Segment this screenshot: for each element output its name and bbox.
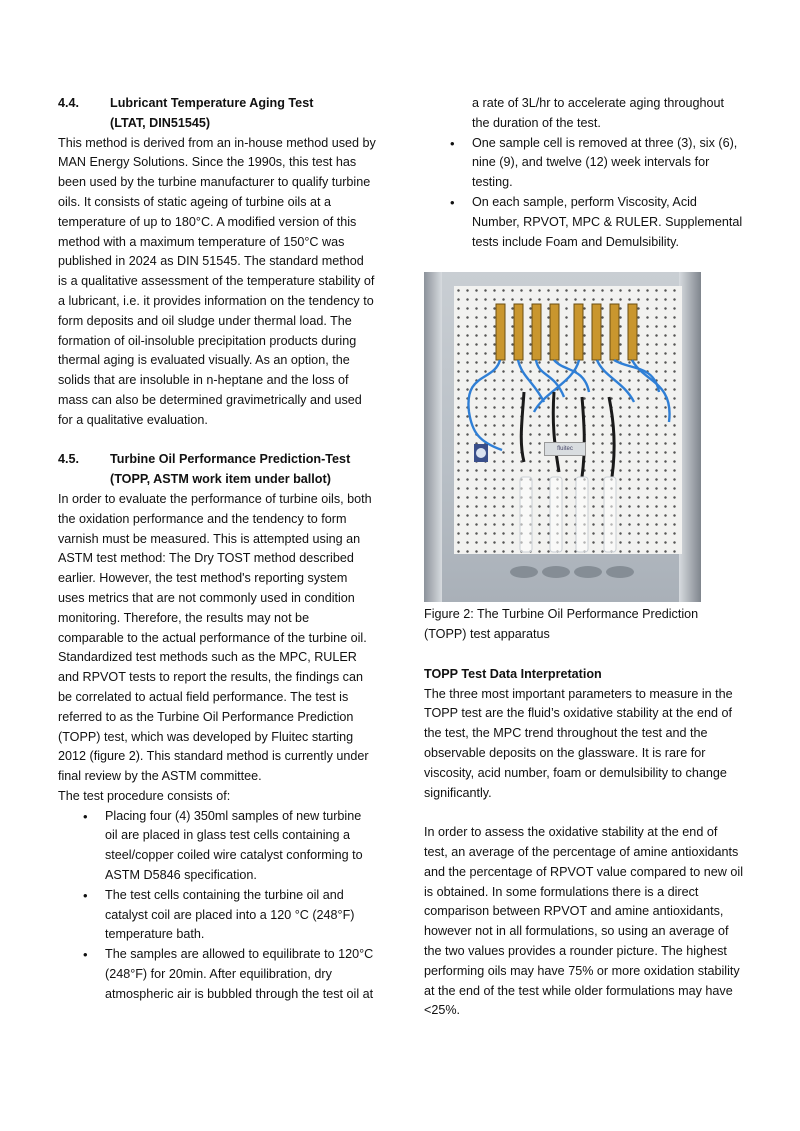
list-item: • One sample cell is removed at three (3), six (6), nine (9), and twelve (12) week intervals for testing.	[472, 134, 744, 193]
topp-apparatus-photo	[424, 272, 701, 602]
section-title: Lubricant Temperature Aging Test	[110, 96, 314, 110]
section-4-4-heading	[58, 94, 376, 134]
brand-plate: fluitec	[544, 442, 586, 456]
section-4-5-body: In order to evaluate the performance of turbine oils, both the oxidation performance and the tendency to form varnish must be measured. This is attempted using an ASTM test method: The Dry TOST method described earlier. However, the test method's reporting system uses metrics that are not commonly used in condition monitoring. Therefore, the results may not be comparable to the actual performance of the turbine oil. Standardized test methods such as the MPC, RULER and RPVOT tests to report the results, the findings can be correlated to actual field performance. The test is referred to as the Turbine Oil Performance Prediction (TOPP) test, which was developed by Fluitec starting 2012 (figure 2). This standard method is currently under final review by the ASTM committee.	[58, 491, 372, 784]
interpretation-paragraph-1: The three most important parameters to measure in the TOPP test are the fluid’s oxidative stability at the end of the test, the MPC trend throughout the test and the observable deposits on the glassware. It is rare for viscosity, acid number, foam or demulsibility to change significantly.	[424, 686, 733, 800]
procedure-list	[58, 807, 376, 1005]
list-item: • Placing four (4) 350ml samples of new turbine oil are placed in glass test cells containing a steel/copper coiled wire catalyst conforming to ASTM D5846 specification.	[105, 807, 376, 886]
right-column	[424, 94, 744, 1021]
section-subtitle: (LTAT, DIN51545)	[110, 115, 211, 130]
section-number: 4.4.	[58, 96, 80, 110]
procedure-intro: The test procedure consists of:	[58, 788, 231, 803]
interpretation-paragraph-2: In order to assess the oxidative stability at the end of test, an average of the percentage of amine antioxidants and the percentage of RPVOT value compared to new oil is obtained. In some formulations there is a direct comparison between RPVOT and amine antioxidants, however not in all formulations, so using an average of the two values provides a rounder picture. The highest performing oils may have 75% or more oxidation stability at the end of the test while older formulations may have <25%.	[424, 825, 744, 1018]
section-number: 4.5.	[58, 452, 80, 467]
left-column	[58, 94, 376, 1005]
list-item: • The test cells containing the turbine oil and catalyst coil are placed into a 120 °C (248°F) temperature bath.	[105, 886, 376, 945]
figure-caption: Figure 2: The Turbine Oil Performance Prediction (TOPP) test apparatus	[424, 607, 699, 642]
list-item: • On each sample, perform Viscosity, Acid Number, RPVOT, MPC & RULER. Supplemental tests include Foam and Demulsibility.	[472, 193, 744, 252]
section-4-5-heading	[58, 450, 376, 490]
list-item: • The samples are allowed to equilibrate to 120°C (248°F) for 20min. After equilibration, dry atmospheric air is bubbled through the test oil at	[105, 945, 376, 1004]
interpretation-heading: TOPP Test Data Interpretation	[424, 666, 602, 681]
list-item-continuation: a rate of 3L/hr to accelerate aging throughout the duration of the test.	[472, 96, 725, 130]
section-subtitle: (TOPP, ASTM work item under ballot)	[110, 472, 331, 487]
section-4-4-body: This method is derived from an in-house method used by MAN Energy Solutions. Since the 1990s, this test has been used by the turbine manufacturer to qualify turbine oils. It consists of static ageing of turbine oils at a temperature of up to 180°C. A modified version of this method with a maximum temperature of 150°C was published in 2024 as DIN 51545. The standard method is a qualitative assessment of the temperature stability of a lubricant, i.e. it provides information on the tendency to form deposits and oil sludge under thermal load. The formation of oil-insoluble precipitation products during thermal aging is evaluated visually. As an option, the solids that are insoluble in n-heptane and the loss of mass can also be determined gravimetrically and used for a qualitative evaluation.	[58, 135, 376, 427]
section-title: Turbine Oil Performance Prediction-Test	[110, 452, 351, 467]
apparatus-illustration	[424, 272, 701, 602]
procedure-list-continued	[424, 134, 744, 253]
